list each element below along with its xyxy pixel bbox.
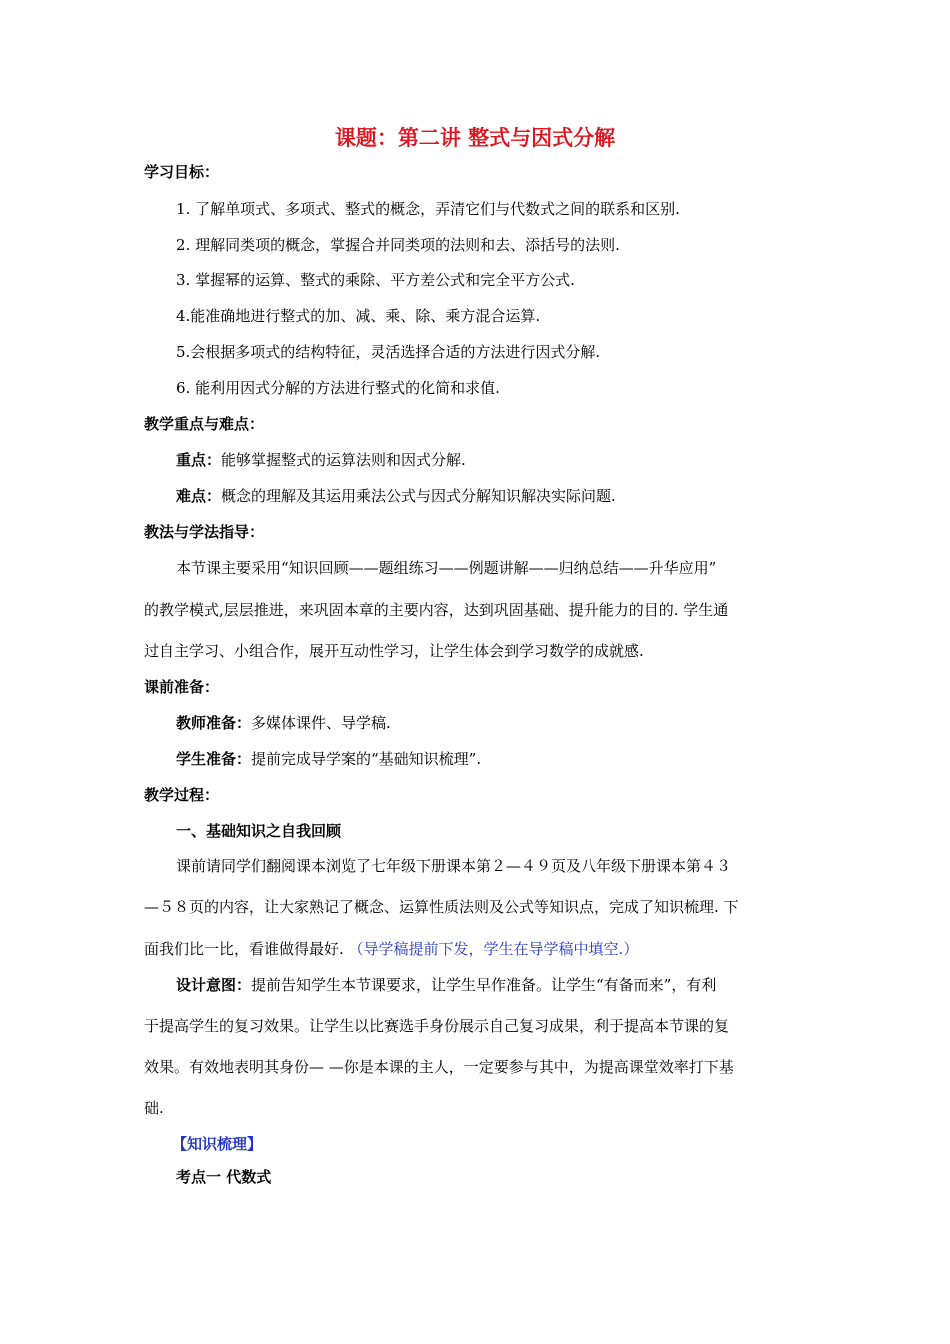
page-title: 课题：第二讲 整式与因式分解: [334, 125, 616, 150]
review-note: （导学稿提前下发，学生在导学稿中填空.）: [348, 940, 639, 958]
objective-item: 2. 理解同类项的概念，掌握合并同类项的法则和去、添括号的法则.: [176, 236, 620, 254]
objective-item: 4.能准确地进行整式的加、减、乘、除、乘方混合运算.: [176, 307, 541, 325]
design-intent-label: 设计意图：: [176, 976, 252, 994]
preparation-heading: 课前准备：: [144, 678, 220, 696]
focus-text: 能够掌握整式的运算法则和因式分解.: [221, 451, 466, 469]
design-intent-line: [176, 975, 716, 995]
section1-title: 一、基础知识之自我回顾: [176, 822, 342, 840]
student-prep-line: [176, 749, 481, 769]
student-prep-text: 提前完成导学案的“基础知识梳理”.: [251, 750, 482, 768]
review-last-text: 面我们比一比，看谁做得最好.: [144, 940, 349, 958]
difficulty-label: 难点：: [176, 487, 222, 505]
method-heading: 教法与学法指导：: [144, 523, 265, 541]
review-paragraph-line: 课前请同学们翻阅课本浏览了七年级下册课本第２—４９页及八年级下册课本第４３: [176, 857, 732, 875]
design-paragraph-line: 础.: [144, 1099, 164, 1117]
design-paragraph-line: 效果。有效地表明其身份— —你是本课的主人，一定要参与其中，为提高课堂效率打下基: [144, 1058, 734, 1076]
keypoints-heading: 教学重点与难点：: [144, 415, 265, 433]
objective-item: 1. 了解单项式、多项式、整式的概念，弄清它们与代数式之间的联系和区别.: [176, 200, 680, 218]
design-paragraph-line: 于提高学生的复习效果。让学生以比赛选手身份展示自己复习成果，利于提高本节课的复: [144, 1017, 730, 1035]
method-paragraph-line: 本节课主要采用“知识回顾——题组练习——例题讲解——归纳总结——升华应用”: [176, 559, 717, 577]
difficulty-line: [176, 486, 616, 506]
teacher-prep-line: [176, 713, 391, 733]
method-paragraph-line: 过自主学习、小组合作，展开互动性学习，让学生体会到学习数学的成就感.: [144, 642, 644, 660]
focus-line: [176, 450, 466, 470]
student-prep-label: 学生准备：: [176, 750, 252, 768]
topic-heading: 考点一 代数式: [176, 1168, 272, 1186]
review-paragraph-line: [144, 939, 638, 959]
method-paragraph-line: 的教学模式,层层推进，来巩固本章的主要内容，达到巩固基础、提升能力的目的. 学生通: [144, 601, 729, 619]
teacher-prep-label: 教师准备：: [176, 714, 252, 732]
focus-label: 重点：: [176, 451, 222, 469]
design-intent-text: 提前告知学生本节课要求，让学生早作准备。让学生“有备而来”，有利: [251, 976, 717, 994]
objective-item: 5.会根据多项式的结构特征，灵活选择合适的方法进行因式分解.: [176, 343, 601, 361]
review-paragraph-line: —５８页的内容，让大家熟记了概念、运算性质法则及公式等知识点，完成了知识梳理. 下: [144, 898, 739, 916]
teacher-prep-text: 多媒体课件、导学稿.: [251, 714, 391, 732]
knowledge-heading: 【知识梳理】: [172, 1135, 263, 1153]
objective-item: 3. 掌握幂的运算、整式的乘除、平方差公式和完全平方公式.: [176, 271, 575, 289]
difficulty-text: 概念的理解及其运用乘法公式与因式分解知识解决实际问题.: [221, 487, 616, 505]
process-heading: 教学过程：: [144, 786, 220, 804]
objective-item: 6. 能利用因式分解的方法进行整式的化简和求值.: [176, 379, 500, 397]
objectives-heading: 学习目标：: [144, 163, 220, 181]
